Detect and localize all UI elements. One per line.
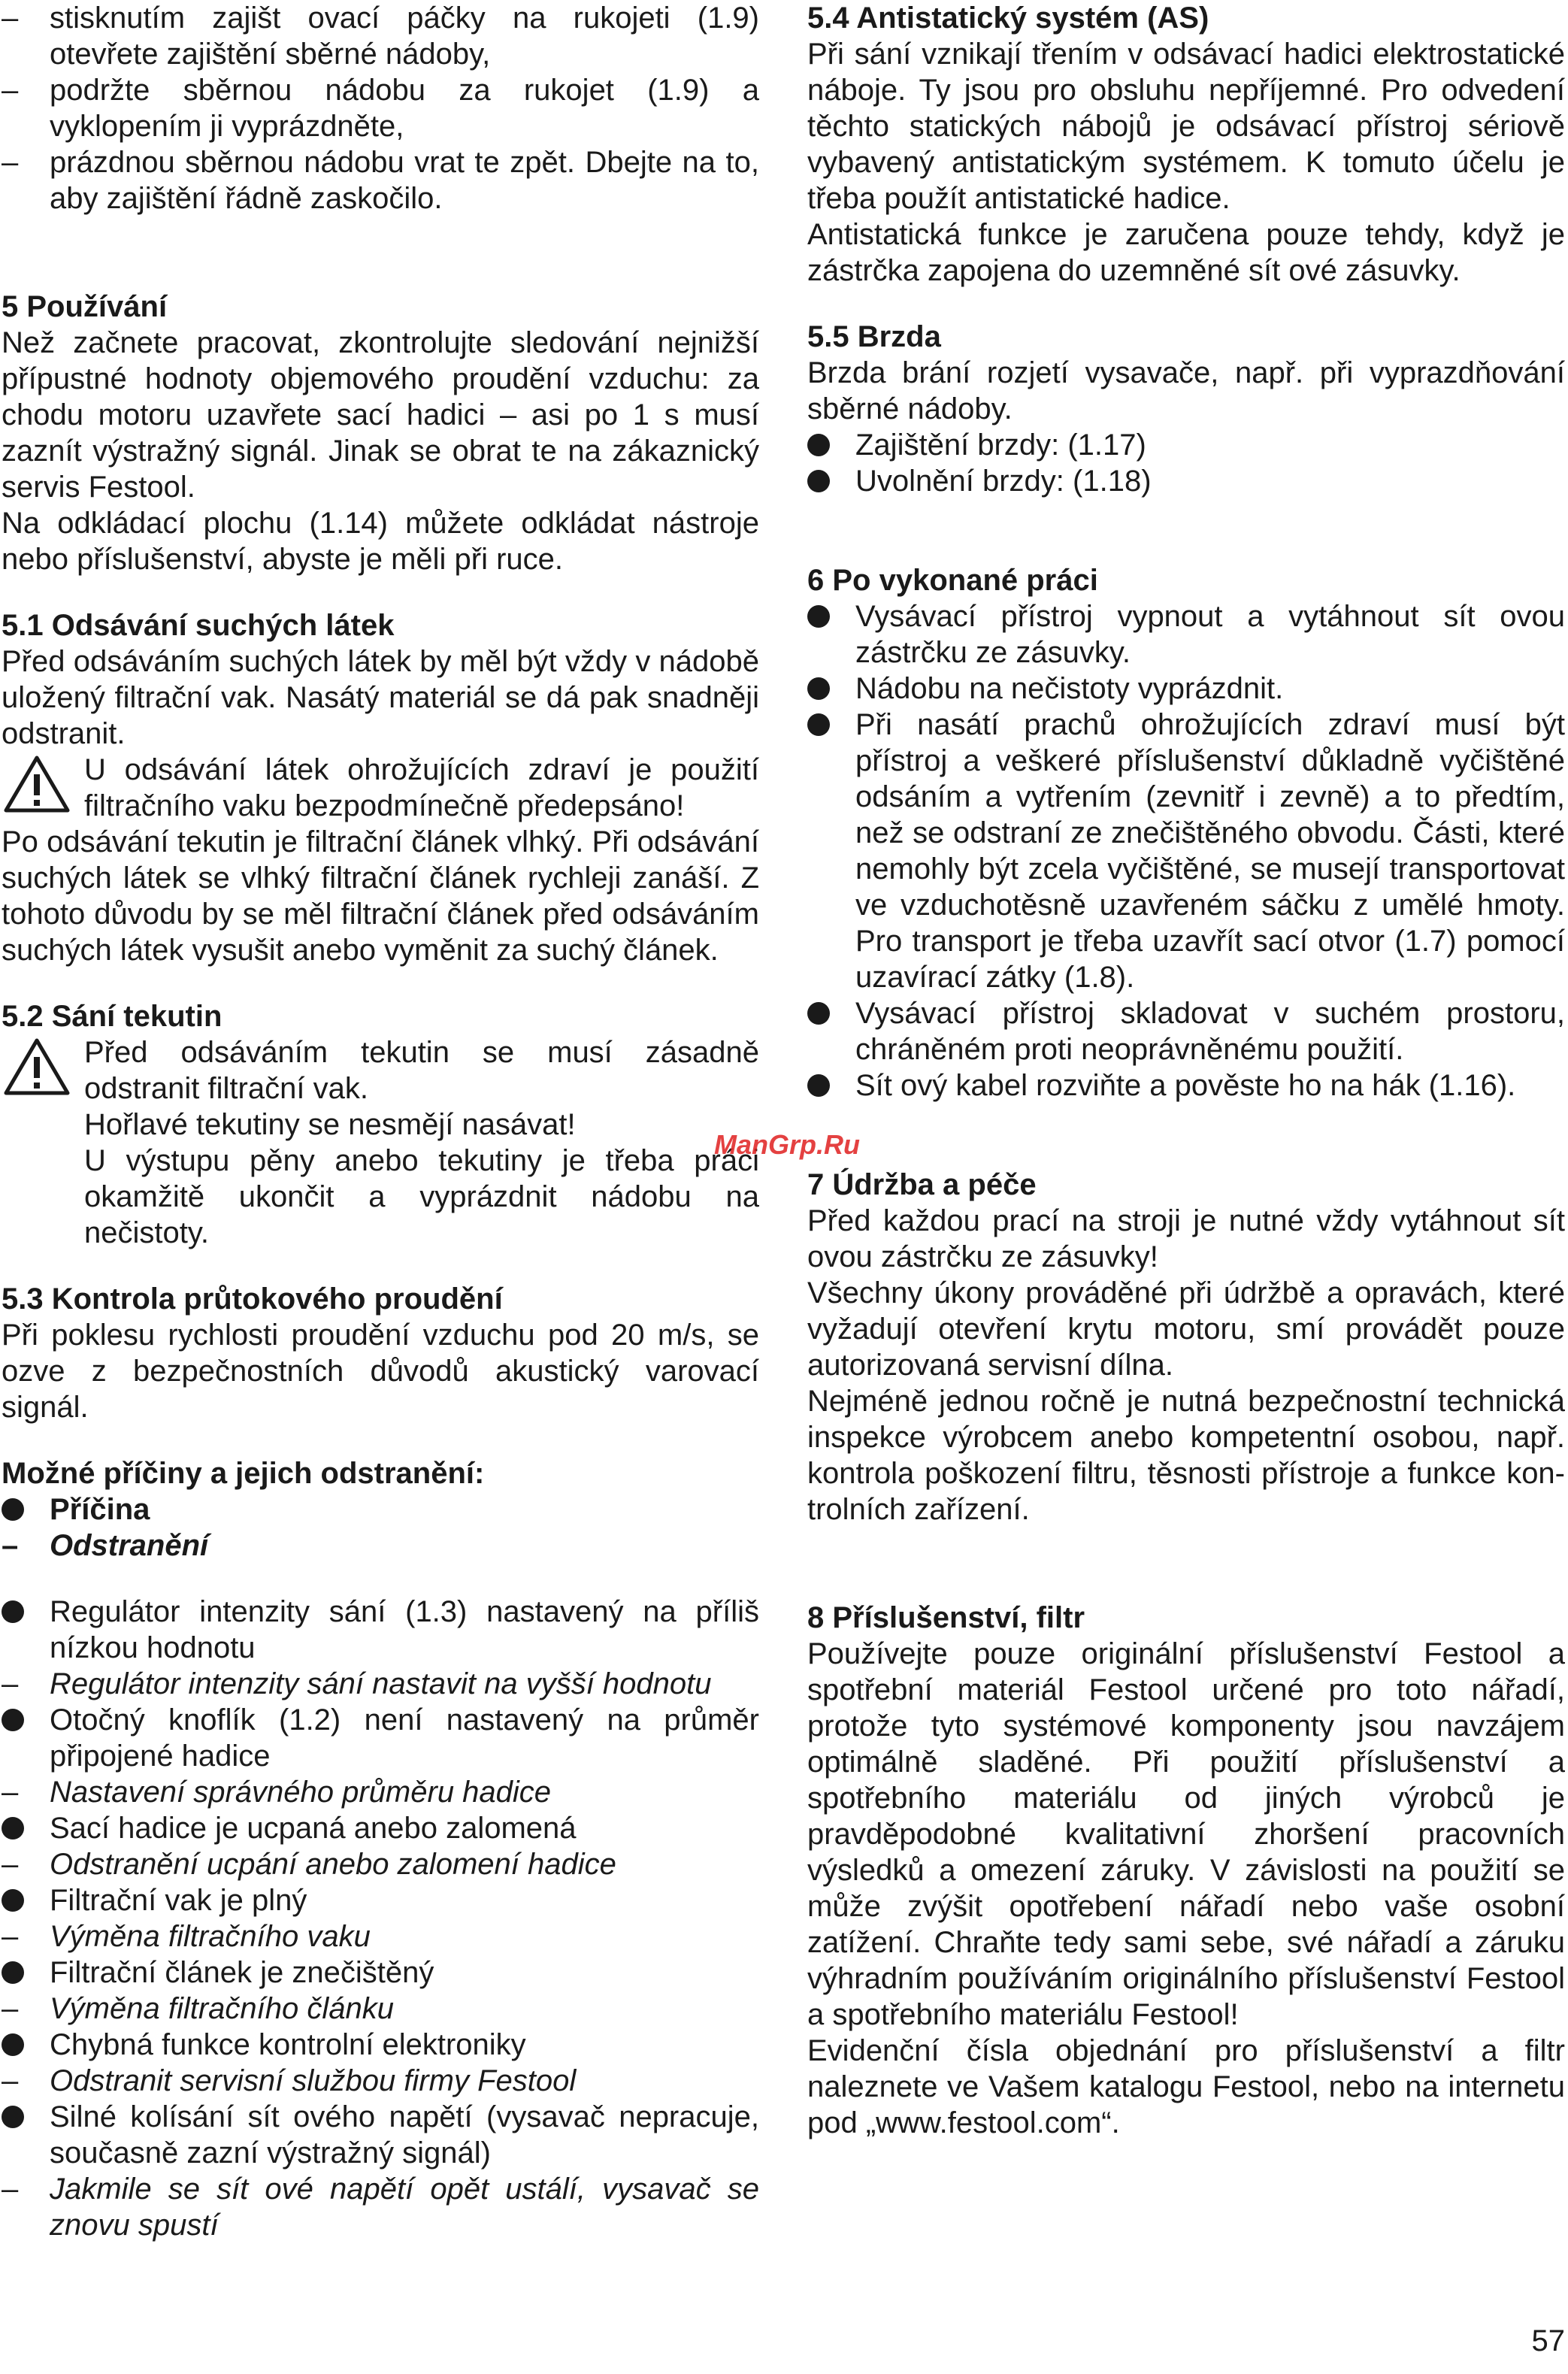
warning-block: [2, 752, 759, 824]
cause-item: [2, 1702, 759, 1774]
paragraph: Při sání vznikají třením v odsávací hadici elektrostatické náboje. Ty jsou pro obsluhu nepříjemné. Pro odvedení těchto statických nábojů je odsávací přístroj sériově vybavený antistatickým systémem. K tomuto účelu je třeba použít antistatické hadice.: [807, 38, 1565, 215]
section-heading-8: 8 Příslušenství, filtr: [807, 1601, 1085, 1634]
paragraph: Na odkládací plochu (1.14) můžete odkládat nástroje nebo příslušenství, abyste je měli při ruce.: [2, 507, 759, 576]
legend-fix-label: Odstranění: [50, 1529, 209, 1562]
warning-block: [2, 1034, 759, 1251]
list-item-text: Chybná funkce kontrolní elektroniky: [50, 2028, 526, 2061]
bullet-icon: [807, 713, 830, 736]
list-item: [807, 707, 1565, 995]
dash-marker: –: [2, 1776, 19, 1809]
warning-triangle-icon: [3, 755, 71, 813]
list-item-text: Otočný knoflík (1.2) není nastavený na průměr připojené hadice: [50, 1703, 759, 1773]
after-work-list: [807, 598, 1565, 1104]
list-item: [807, 463, 1565, 499]
dash-marker: –: [2, 1848, 19, 1881]
paragraph: Antistatická funkce je zaručena pouze tehdy, když je zástrčka zapojena do uzemněné sít ové zásuvky.: [807, 218, 1565, 287]
section-heading-5-3: 5.3 Kontrola průtokového proudění: [2, 1282, 503, 1316]
fix-text: Nastavení správného průměru hadice: [50, 1776, 552, 1809]
list-item-text: Při nasátí prachů ohrožujících zdraví musí být přístroj a veškeré příslušenství důkladně vyčištěné odsáním a vytřením (zevnitř i zevně) a to předtím, než se odstraní ze znečištěného obvodu. Části, které nemohly být zcela vyčištěné, se musejí transportovat ve vzduchotěsně uzavřeném sáčku z umělé hmoty. Pro transport je třeba uzavřít sací otvor (1.7) pomocí uzavírací zátky (1.8).: [855, 708, 1565, 994]
warning-text: Před odsáváním tekutin se musí zásadně odstranit filtrační vak.: [84, 1036, 759, 1105]
list-item: [807, 598, 1565, 671]
brake-list: [807, 427, 1565, 499]
list-item-text: Regulátor intenzity sání (1.3) nastavený na příliš nízkou hodnotu: [50, 1595, 759, 1664]
list-item-text: Vysávací přístroj skladovat v suchém prostoru, chráněném proti neoprávněnému použití.: [855, 997, 1565, 1066]
bullet-icon: [807, 605, 830, 628]
causes-heading: Možné příčiny a jejich odstranění:: [2, 1457, 485, 1490]
list-item-text: Sací hadice je ucpaná anebo zalomená: [50, 1812, 577, 1845]
warning-text: U odsávání látek ohrožujících zdraví je použití filtračního vaku bezpodmínečně předepsáno!: [84, 753, 759, 822]
bullet-icon: [807, 470, 830, 492]
fix-item: [2, 2063, 759, 2099]
section-heading-5-2: 5.2 Sání tekutin: [2, 1000, 222, 1033]
bullet-icon: [807, 1002, 830, 1025]
cause-item: [2, 1955, 759, 1991]
dash-marker: –: [2, 2, 19, 35]
bullet-icon: [807, 1074, 830, 1097]
paragraph: Používejte pouze originální příslušenství Festool a spotřební materiál Festool určené pro toto nářadí, protože tyto systémové komponenty jsou navzájem optimálně sladěné. Při použití příslušenství a spotřebního materiálu od jiných výrobců je pravděpodobné kvalitativní zhoršení pracovních výsledků a omezení záruky. V závislosti na použití se může zvýšit opotřebení nářadí nebo vaše osobní zatížení. Chraňte tedy sami sebe, své nářadí a záruku výhradním používáním originálního příslušenství Festool a spotřebního materiálu Festool!: [807, 1637, 1565, 2031]
bullet-icon: [2, 1600, 24, 1623]
paragraph: Před odsáváním suchých látek by měl být vždy v nádobě uložený filtrační vak. Nasátý materiál se dá pak snadněji odstranit.: [2, 645, 759, 750]
list-item: [2, 144, 759, 217]
fix-item: [2, 2171, 759, 2243]
section-heading-5: 5 Používání: [2, 290, 168, 323]
page-number: 57: [1531, 2324, 1565, 2357]
cause-item: [2, 2099, 759, 2171]
dash-marker: –: [2, 1667, 19, 1700]
warning-text: U výstupu pěny anebo tekutiny je třeba práci okamžitě ukončit a vyprázdnit nádobu na nečistoty.: [84, 1144, 759, 1249]
fix-text: Odstranění ucpání anebo zalomení hadice: [50, 1848, 616, 1881]
fix-item: [2, 1846, 759, 1882]
fix-item: [2, 1774, 759, 1810]
cause-item: [2, 2027, 759, 2063]
list-item: [807, 1067, 1565, 1104]
list-item-text: Zajištění brzdy: (1.17): [855, 428, 1146, 462]
bullet-icon: [2, 2033, 24, 2056]
left-column: [2, 0, 759, 2243]
bullet-icon: [2, 1961, 24, 1984]
section-heading-5-1: 5.1 Odsávání suchých látek: [2, 609, 395, 642]
causes-list: [2, 1594, 759, 2243]
cause-item: [2, 1882, 759, 1918]
list-item-text: Filtrační článek je znečištěný: [50, 1956, 434, 1989]
dash-marker: –: [2, 2173, 19, 2206]
legend-fix: [2, 1528, 759, 1564]
paragraph: Než začnete pracovat, zkontrolujte sledování nejnižší přípustné hodnoty objemového proudění vzduchu: za chodu motoru uzavřete sací hadici – asi po 1 s musí zaznít výstražný signál. Jinak se obrat te na zákaznický servis Festool.: [2, 326, 759, 504]
warning-text: Hořlavé tekutiny se nesmějí nasávat!: [84, 1108, 576, 1141]
section-heading-5-5: 5.5 Brzda: [807, 320, 941, 353]
paragraph: Při poklesu rychlosti proudění vzduchu pod 20 m/s, se ozve z bezpečnostních důvodů akustický varovací signál.: [2, 1319, 759, 1424]
section-heading-7: 7 Údržba a péče: [807, 1168, 1037, 1201]
list-item: [807, 427, 1565, 463]
list-item-text: Uvolnění brzdy: (1.18): [855, 465, 1152, 498]
list-item-text: Sít ový kabel rozviňte a pověste ho na hák (1.16).: [855, 1069, 1516, 1102]
dash-marker: –: [2, 1920, 19, 1953]
list-item: [807, 671, 1565, 707]
bullet-icon: [2, 1709, 24, 1731]
dash-marker: –: [2, 74, 19, 107]
list-item-text: Filtrační vak je plný: [50, 1884, 307, 1917]
cause-item: [2, 1810, 759, 1846]
paragraph: Evidenční čísla objednání pro příslušenství a filtr naleznete ve Vašem katalogu Festool, nebo na internetu pod „www.festool.com“.: [807, 2034, 1565, 2139]
dash-marker: –: [2, 1529, 19, 1562]
legend-cause-label: Příčina: [50, 1493, 150, 1526]
paragraph: Před každou prací na stroji je nutné vždy vytáhnout sít ovou zástrčku ze zásuvky!: [807, 1204, 1565, 1273]
list-item: [2, 72, 759, 144]
dash-marker: –: [2, 1992, 19, 2025]
list-item-text: Nádobu na nečistoty vyprázdnit.: [855, 672, 1284, 705]
fix-text: Regulátor intenzity sání nastavit na vyšší hodnotu: [50, 1667, 712, 1700]
fix-text: Odstranit servisní službou firmy Festool: [50, 2064, 577, 2097]
paragraph: Nejméně jednou ročně je nutná bezpečnostní technická inspekce výrobcem anebo kompetentní osobou, např. kontrola poškození filtru, těsnosti přístroje a funkce kon-trolních zařízení.: [807, 1385, 1565, 1526]
fix-item: [2, 1918, 759, 1955]
cause-item: [2, 1594, 759, 1666]
section-heading-6: 6 Po vykonané práci: [807, 564, 1098, 597]
dash-marker: –: [2, 146, 19, 179]
fix-item: [2, 1991, 759, 2027]
list-item-text: podržte sběrnou nádobu za rukojet (1.9) a vyklopením ji vyprázdněte,: [50, 74, 759, 143]
fix-text: Výměna filtračního článku: [50, 1992, 395, 2025]
paragraph: Všechny úkony prováděné při údržbě a opravách, které vyžadují otevření krytu motoru, smí provádět pouze autorizovaná servisní dílna.: [807, 1276, 1565, 1382]
bullet-icon: [2, 1817, 24, 1840]
bullet-icon: [2, 1498, 24, 1521]
bullet-icon: [2, 2106, 24, 2128]
list-item: [2, 0, 759, 72]
bullet-icon: [807, 434, 830, 456]
fix-item: [2, 1666, 759, 1702]
legend-cause: [2, 1491, 759, 1528]
list-item: [807, 995, 1565, 1067]
list-item-text: prázdnou sběrnou nádobu vrat te zpět. Dbejte na to, aby zajištění řádně zaskočilo.: [50, 146, 759, 215]
fix-text: Jakmile se sít ové napětí opět ustálí, vysavač se znovu spustí: [50, 2173, 759, 2242]
bullet-icon: [807, 677, 830, 700]
dash-marker: –: [2, 2064, 19, 2097]
fix-text: Výměna filtračního vaku: [50, 1920, 371, 1953]
paragraph: Po odsávání tekutin je filtrační článek vlhký. Při odsávání suchých látek se vlhký filtrační článek rychleji zanáší. Z tohoto důvodu by se měl filtrační článek před odsáváním suchých látek vysušit anebo vyměnit za suchý článek.: [2, 825, 759, 967]
list-item-text: Silné kolísání sít ového napětí (vysavač nepracuje, současně zazní výstražný signál): [50, 2100, 759, 2170]
watermark: ManGrp.Ru: [714, 1129, 860, 1160]
section-heading-5-4: 5.4 Antistatický systém (AS): [807, 2, 1209, 35]
paragraph: Brzda brání rozjetí vysavače, např. při vyprazdňování sběrné nádoby.: [807, 356, 1565, 425]
list-item-text: Vysávací přístroj vypnout a vytáhnout sít ovou zástrčku ze zásuvky.: [855, 600, 1565, 669]
right-column: [807, 0, 1565, 2141]
bullet-icon: [2, 1889, 24, 1912]
list-item-text: stisknutím zajišt ovací páčky na rukojeti (1.9) otevřete zajištění sběrné nádoby,: [50, 2, 759, 71]
warning-triangle-icon: [3, 1037, 71, 1096]
